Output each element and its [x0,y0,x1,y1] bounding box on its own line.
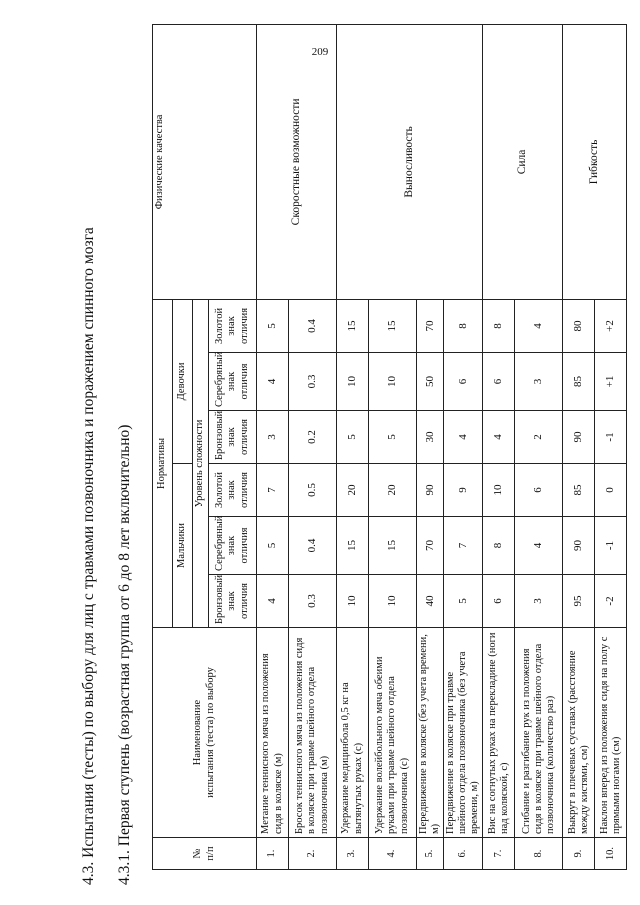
girls-value: 5 [257,299,289,352]
boys-value: 3 [515,575,563,628]
header-silver: Серебряный знак отличия [209,353,257,411]
girls-value: 5 [369,411,417,464]
header-bronze: Бронзовый знак отличия [209,411,257,464]
girls-value: 4 [257,353,289,411]
boys-value: 0 [595,464,627,517]
boys-value: 5 [257,517,289,575]
boys-value: 7 [444,517,483,575]
girls-value: 4 [515,299,563,352]
boys-value: 40 [417,575,444,628]
table-row [337,24,369,869]
header-boys: Мальчики [173,464,193,628]
boys-value: 20 [337,464,369,517]
table-row [257,24,289,869]
girls-value: 15 [369,299,417,352]
girls-value: -1 [595,411,627,464]
physical-quality: Сила [483,24,563,299]
girls-value: 3 [515,353,563,411]
girls-value: 30 [417,411,444,464]
physical-quality: Выносливость [337,24,483,299]
row-number: 3. [337,838,369,870]
girls-value: 90 [563,411,595,464]
page-number: 209 [311,46,329,58]
boys-value: 10 [483,464,515,517]
girls-value: 5 [337,411,369,464]
girls-value: 8 [444,299,483,352]
girls-value: 50 [417,353,444,411]
boys-value: 4 [515,517,563,575]
row-number: 1. [257,838,289,870]
girls-value: 0.4 [289,299,337,352]
boys-value: 6 [515,464,563,517]
girls-value: 85 [563,353,595,411]
girls-value: 6 [444,353,483,411]
test-name: Вис на согнутых руках на перекладине (ноги над коляской, с) [483,628,515,838]
test-name: Бросок теннисного мяча из положения сидя в коляске при травме шейного отдела позвоночника (м) [289,628,337,838]
girls-value: 3 [257,411,289,464]
girls-value: 2 [515,411,563,464]
girls-value: 8 [483,299,515,352]
test-name: Удержание медицинбола 0,5 кг на вытянутых руках (с) [337,628,369,838]
subsection-heading: 4.3.1. Первая ступень (возрастная группа от 6 до 8 лет включительно) [116,424,133,885]
test-name: Передвижение в коляске (без учета времени, м) [417,628,444,838]
row-number: 10. [595,838,627,870]
test-name: Метание теннисного мяча из положения сидя в коляске (м) [257,628,289,838]
row-number: 5. [417,838,444,870]
normatives-table [152,24,627,870]
row-number: 7. [483,838,515,870]
boys-value: 0.5 [289,464,337,517]
header-silver: Серебряный знак отличия [209,517,257,575]
boys-value: 15 [369,517,417,575]
header-num: № п/п [153,838,257,870]
boys-value: 4 [257,575,289,628]
test-name: Наклон вперед из положения сидя на полу с прямыми ногами (см) [595,628,627,838]
girls-value: 4 [483,411,515,464]
girls-value: +1 [595,353,627,411]
row-number: 4. [369,838,417,870]
boys-value: 0.4 [289,517,337,575]
girls-value: 80 [563,299,595,352]
header-qualities: Физические качества [153,24,257,299]
boys-value: 15 [337,517,369,575]
row-number: 9. [563,838,595,870]
girls-value: 0.3 [289,353,337,411]
header-gold: Золотой знак отличия [209,464,257,517]
girls-value: 4 [444,411,483,464]
boys-value: 90 [563,517,595,575]
girls-value: 15 [337,299,369,352]
boys-value: 8 [483,517,515,575]
header-girls: Девочки [173,299,193,463]
test-name: Сгибание и разгибание рук из положения сидя в коляске при травме шейного отдела позвоночника (количество раз) [515,628,563,838]
test-name: Выкрут в плечевых суставах (расстояние между кистями, см) [563,628,595,838]
header-bronze: Бронзовый знак отличия [209,575,257,628]
girls-value: 10 [369,353,417,411]
boys-value: 90 [417,464,444,517]
boys-value: -1 [595,517,627,575]
boys-value: 7 [257,464,289,517]
girls-value: 6 [483,353,515,411]
girls-value: 0.2 [289,411,337,464]
header-level: Уровень сложности [193,299,209,627]
boys-value: 85 [563,464,595,517]
boys-value: 95 [563,575,595,628]
physical-quality: Гибкость [563,24,627,299]
girls-value: 70 [417,299,444,352]
girls-value: 10 [337,353,369,411]
header-name: Наименование испытания (теста) по выбору [153,628,257,838]
boys-value: -2 [595,575,627,628]
table-row [483,24,515,869]
boys-value: 10 [369,575,417,628]
boys-value: 9 [444,464,483,517]
table-row [563,24,595,869]
section-heading: 4.3. Испытания (тесты) по выбору для лиц с травмами позвоночника и поражением спинного мозга [80,227,97,885]
test-name: Передвижение в коляске при травме шейного отдела позвоночника (без учета времени, м) [444,628,483,838]
girls-value: +2 [595,299,627,352]
boys-value: 5 [444,575,483,628]
header-normatives: Нормативы [153,299,173,627]
header-gold: Золотой знак отличия [209,299,257,352]
boys-value: 70 [417,517,444,575]
row-number: 2. [289,838,337,870]
physical-quality: Скоростные возможности [257,24,337,299]
boys-value: 6 [483,575,515,628]
boys-value: 20 [369,464,417,517]
row-number: 6. [444,838,483,870]
row-number: 8. [515,838,563,870]
boys-value: 10 [337,575,369,628]
test-name: Удержание волейбольного мяча обеими руками при травме шейного отдела позвоночника (с) [369,628,417,838]
boys-value: 0.3 [289,575,337,628]
